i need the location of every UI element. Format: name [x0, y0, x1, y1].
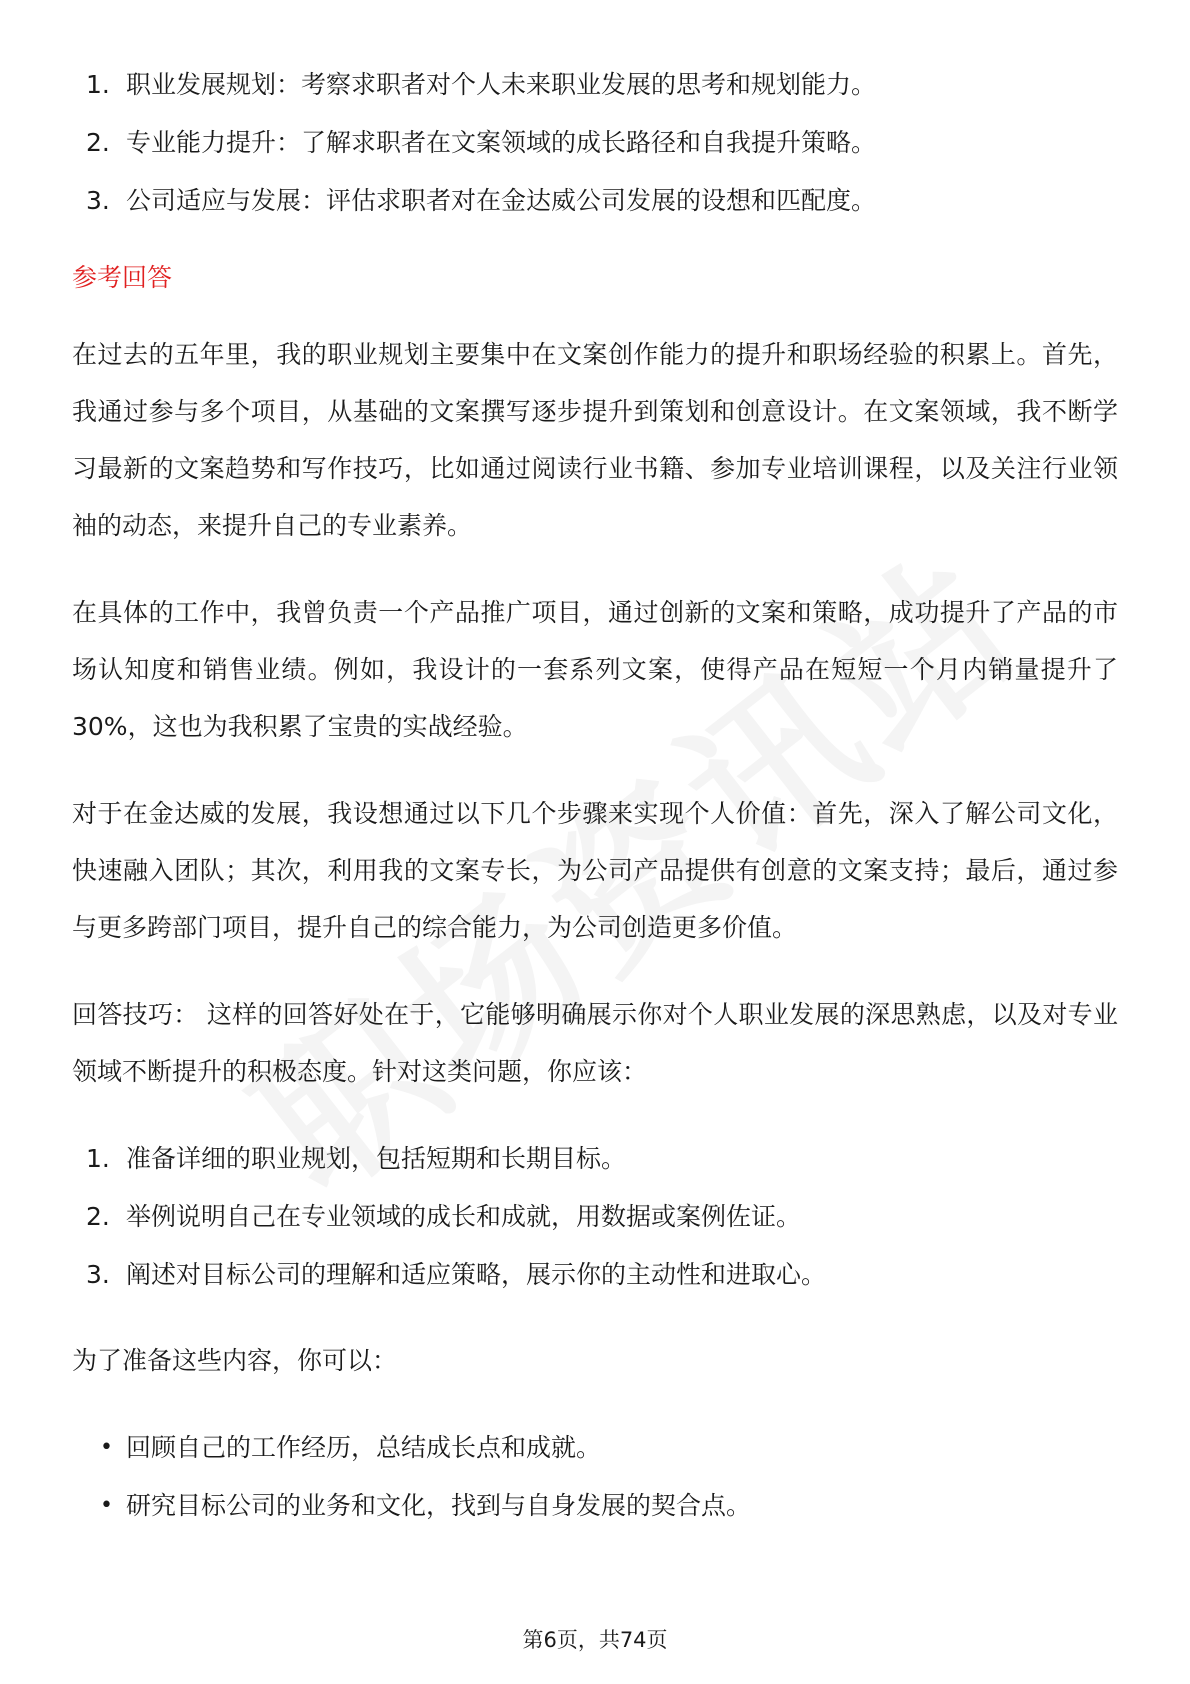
list-item-text: 职业发展规划：考察求职者对个人未来职业发展的思考和规划能力。 [126, 70, 877, 99]
bullet-icon: • [100, 1493, 113, 1518]
tips-list [72, 1130, 1118, 1304]
list-number: 1. [86, 1144, 110, 1173]
list-item-text: 回顾自己的工作经历，总结成长点和成就。 [126, 1433, 602, 1462]
list-number: 3. [86, 186, 110, 215]
list-item [72, 1188, 1118, 1246]
list-item [72, 1130, 1118, 1188]
page-content [72, 56, 1118, 1535]
list-item-text: 公司适应与发展：评估求职者对在金达威公司发展的设想和匹配度。 [126, 186, 877, 215]
list-item [72, 1246, 1118, 1304]
list-item [72, 172, 1118, 230]
list-item [72, 56, 1118, 114]
list-number: 2. [86, 128, 110, 157]
answer-paragraph: 在过去的五年里，我的职业规划主要集中在文案创作能力的提升和职场经验的积累上。首先，我通过参与多个项目，从基础的文案撰写逐步提升到策划和创意设计。在文案领域，我不断学习最新的文案趋势和写作技巧，比如通过阅读行业书籍、参加专业培训课程，以及关注行业领袖的动态，来提升自己的专业素养。 [72, 340, 1118, 540]
answer-paragraph: 在具体的工作中，我曾负责一个产品推广项目，通过创新的文案和策略，成功提升了产品的市场认知度和销售业绩。例如，我设计的一套系列文案，使得产品在短短一个月内销量提升了30%，这也为我积累了宝贵的实战经验。 [72, 598, 1118, 741]
prepare-list [72, 1419, 1118, 1535]
list-item [72, 114, 1118, 172]
page-footer: 第6页，共74页 [522, 1628, 668, 1652]
list-number: 3. [86, 1260, 110, 1289]
bullet-icon: • [100, 1435, 113, 1460]
list-item-text: 准备详细的职业规划，包括短期和长期目标。 [126, 1144, 627, 1173]
list-item-text: 研究目标公司的业务和文化，找到与自身发展的契合点。 [126, 1491, 752, 1520]
prepare-intro: 为了准备这些内容，你可以： [72, 1346, 398, 1375]
list-item [72, 1419, 1118, 1477]
focus-points-list [72, 56, 1118, 230]
tips-paragraph: 回答技巧： 这样的回答好处在于，它能够明确展示你对个人职业发展的深思熟虑，以及对专业领域不断提升的积极态度。针对这类问题，你应该： [72, 1000, 1118, 1086]
answer-paragraph: 对于在金达威的发展，我设想通过以下几个步骤来实现个人价值：首先，深入了解公司文化，快速融入团队；其次，利用我的文案专长，为公司产品提供有创意的文案支持；最后，通过参与更多跨部门项目，提升自己的综合能力，为公司创造更多价值。 [72, 799, 1118, 942]
list-item-text: 专业能力提升：了解求职者在文案领域的成长路径和自我提升策略。 [126, 128, 877, 157]
list-number: 2. [86, 1202, 110, 1231]
list-item [72, 1477, 1118, 1535]
list-item-text: 举例说明自己在专业领域的成长和成就，用数据或案例佐证。 [126, 1202, 802, 1231]
list-number: 1. [86, 70, 110, 99]
reference-answer-heading: 参考回答 [72, 263, 173, 292]
list-item-text: 阐述对目标公司的理解和适应策略，展示你的主动性和进取心。 [126, 1260, 827, 1289]
